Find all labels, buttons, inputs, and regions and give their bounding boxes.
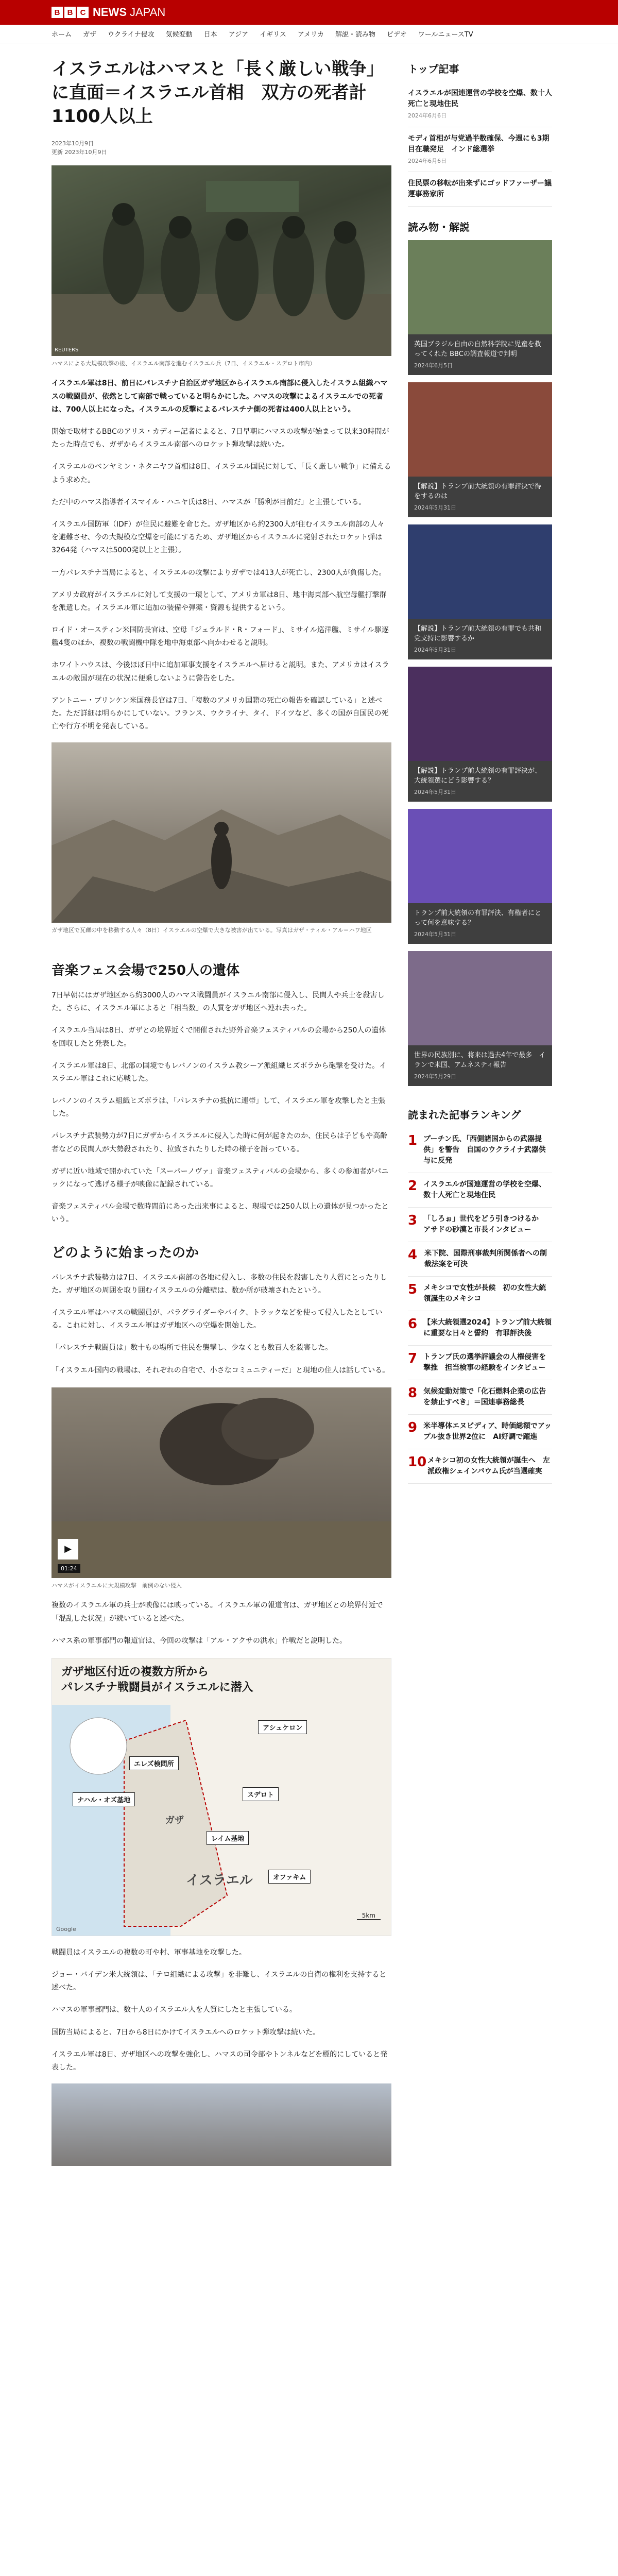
publish-date: 2023年10月9日 — [52, 140, 94, 147]
rank-title: 【米大統領選2024】トランプ前大統領に重要な日々と誓約 有罪評決後 — [423, 1318, 552, 1337]
ranking-item[interactable] — [408, 1415, 552, 1449]
paragraph: 7日早朝にはガザ地区から約3000人のハマス戦闘員がイスラエル南部に侵入し、民間人や兵士を殺害した。さらに、イスラエル軍によると「相当数」の人質をガザ地区へ連れ去った。 — [52, 991, 385, 1013]
top-story[interactable] — [408, 172, 552, 207]
ranking-item[interactable] — [408, 1449, 552, 1484]
play-icon[interactable]: ▶ — [58, 1539, 78, 1560]
paragraph: ガザに近い地域で開かれていた「スーパーノヴァ」音楽フェスティバルの会場から、多くの参加者がパニックになって逃げる様子が映像に記録されている。 — [52, 1167, 389, 1189]
photo-credit: REUTERS — [55, 347, 79, 353]
paragraph: アントニー・ブリンケン米国務長官は7日、「複数のアメリカ国籍の死亡の報告を確認している」と述べた。ただ詳細は明らかにしていない。フランス、ウクライナ、タイ、ドイツなど、多くの国が自国民の死亡や行方不明を発表している。 — [52, 696, 389, 731]
paragraph: イスラエル軍はハマスの戦闘員が、パラグライダーやバイク、トラックなどを使って侵入したとしている。これに対し、イスラエル軍はガザ地区への空爆を開始した。 — [52, 1308, 383, 1330]
rank-title: トランプ氏の選挙評議会の人権侵害を撃推 担当検事の経験をインタビュー — [423, 1353, 546, 1372]
article-meta — [52, 139, 391, 157]
paragraph: 一方パレスチナ当局によると、イスラエルの攻撃によりガザでは413人が死亡し、2300人が負傷した。 — [52, 568, 386, 577]
top-story[interactable] — [408, 82, 552, 127]
feature-card[interactable] — [408, 524, 552, 659]
video-player[interactable] — [52, 1387, 391, 1578]
rank-number: 6 — [408, 1316, 418, 1332]
map-scale: 5km — [357, 1912, 381, 1920]
map-label: アシュケロン — [258, 1720, 307, 1734]
card-date: 2024年5月31日 — [414, 788, 456, 795]
feature-card[interactable] — [408, 809, 552, 944]
soldiers-illustration — [52, 165, 391, 356]
gaza-map — [52, 1658, 391, 1936]
feature-card[interactable] — [408, 667, 552, 802]
ranking-item[interactable] — [408, 1311, 552, 1346]
nav-item[interactable]: ウクライナ侵攻 — [108, 31, 154, 39]
nav-item[interactable]: ガザ — [83, 31, 97, 39]
section-heading: 音楽フェス会場で250人の遺体 — [52, 962, 239, 978]
paragraph: パレスチナ武装勢力は7日、イスラエル南部の各地に侵入し、多数の住民を殺害したり人質にとったりした。ガザ地区の周囲を取り囲むイスラエルの分離壁は、数か所が破壊されたという。 — [52, 1273, 387, 1295]
top-story-title: 住民票の移転が出来ずにゴッドファーザー議運事務家所 — [408, 179, 552, 198]
paragraph: 「イスラエル国内の戦場は、それぞれの自宅で、小さなコミュニティーだ」と現地の住人は話している。 — [52, 1366, 390, 1375]
map-label: ナハル・オズ基地 — [73, 1792, 135, 1806]
nav-item[interactable]: イギリス — [260, 31, 286, 39]
rubble-photo — [52, 742, 391, 923]
logo-letter-b: B — [52, 7, 63, 18]
paragraph: レバノンのイスラム組織ヒズボラは、「パレスチナの抵抗に連帯」して、イスラエル軍を攻撃したと主張した。 — [52, 1097, 386, 1118]
card-date: 2024年5月31日 — [414, 930, 456, 938]
card-title: 【解説】トランプ前大統領の有罪でも共和党支持に影響するか — [414, 624, 542, 642]
lead-paragraph: イスラエル軍は8日、前日にパレスチナ自治区ガザ地区からイスラエル南部に侵入したイスラム組織ハマスの戦闘員が、依然として南部で戦っていると明らかにした。ハマスの攻撃によるイスラエルでの死者は、700人以上になった。イスラエルの反撃によるパレスチナ側の死者は400人以上という。 — [52, 379, 388, 414]
nav-item[interactable]: 気候変動 — [165, 31, 193, 39]
ranking-item[interactable] — [408, 1208, 552, 1242]
card-title: 【解説】トランプ前大統領の有罪評決で得をするのは — [414, 482, 542, 500]
logo-letter-b2: B — [64, 7, 76, 18]
rank-title: イスラエルが国連運営の学校を空爆、数十人死亡と現地住民 — [423, 1180, 546, 1199]
map-label-gaza: ガザ — [165, 1815, 184, 1826]
ranking-item[interactable] — [408, 1346, 552, 1380]
ranking-item[interactable] — [408, 1128, 552, 1173]
paragraph: イスラエル当局は8日、ガザとの境界近くで開催された野外音楽フェスティバルの会場から250人の遺体を回収したと発表した。 — [52, 1026, 386, 1048]
feature-card[interactable] — [408, 240, 552, 375]
top-story-date: 2024年6月6日 — [408, 157, 447, 164]
rank-title: 米半導体エヌビディア、時価総額でアップル抜き世界2位に AI好調で躍進 — [423, 1422, 552, 1441]
rank-title: 「しろぉ」世代をどう引きつけるか アサドの砂漠と市長インタビュー — [423, 1215, 546, 1234]
rank-title: メキシコ初の女性大統領が誕生へ 左派政権シェインバウム氏が当選確実 — [427, 1456, 550, 1476]
brand-news: NEWS — [93, 6, 127, 19]
paragraph: 開始で取材するBBCのアリス・カディー記者によると、7日早朝にハマスの攻撃が始まって以来30時間がたった時点でも、ガザからイスラエル南部へのロケット弾攻撃は続いた。 — [52, 428, 389, 449]
paragraph: ホワイトハウスは、今後ほぼ日中に追加軍事支援をイスラエルへ届けると説明。また、アメリカはイスラエルの敵国が現在の状況に便乗しないように警告をした。 — [52, 661, 389, 683]
nav-item[interactable]: アジア — [228, 31, 249, 39]
page-title: イスラエルはハマスと「長く厳しい戦争」に直面＝イスラエル首相 双方の死者計1100人以上 — [52, 59, 384, 127]
main-nav — [0, 25, 618, 43]
video-caption: ハマスがイスラエルに大規模攻撃 前例のない侵入 — [52, 1582, 182, 1589]
top-story-title: モディ首相が与党過半数確保、今週にも3期目在職発足 インド総選挙 — [408, 134, 550, 154]
sidebar — [408, 43, 552, 2166]
rank-number: 4 — [408, 1247, 418, 1263]
card-title: 英国ブラジル自由の自然科学院に児童を救ってくれた BBCの調査報道で判明 — [414, 340, 541, 358]
rank-number: 2 — [408, 1178, 418, 1194]
nav-item[interactable]: アメリカ — [297, 31, 324, 39]
ranking-item[interactable] — [408, 1380, 552, 1415]
article — [52, 43, 391, 2166]
paragraph: 「パレスチナ戦闘員は」数十もの場所で住民を襲撃し、少なくとも数百人を殺害した。 — [52, 1344, 333, 1352]
top-bar — [0, 0, 618, 25]
rank-title: 米下院、国際刑事裁判所関係者への制裁法案を可決 — [424, 1249, 547, 1268]
rank-number: 8 — [408, 1385, 418, 1401]
rank-number: 9 — [408, 1420, 418, 1435]
paragraph: ハマス系の軍事部門の報道官は、今回の攻撃は「アル・アクサの洪水」作戦だと説明した。 — [52, 1636, 347, 1645]
paragraph: 複数のイスラエル軍の兵士が映像には映っている。イスラエル軍の報道官は、ガザ地区との境界付近で「混乱した状況」が続いていると述べた。 — [52, 1601, 383, 1623]
rank-title: 気候変動対策で「化石燃料企業の広告を禁止すべき」＝国連事務総長 — [423, 1387, 546, 1406]
card-date: 2024年6月5日 — [414, 362, 453, 369]
paragraph: ハマスの軍事部門は、数十人のイスラエル人を人質にしたと主張している。 — [52, 2006, 297, 2014]
bottom-photo — [52, 2083, 391, 2166]
top-stories-title: トップ記事 — [408, 63, 459, 75]
ranking-item[interactable] — [408, 1277, 552, 1311]
photo-caption: ハマスによる大規模攻撃の後、イスラエル南部を進むイスラエル兵（7日、イスラエル・スデロト市内） — [52, 360, 316, 367]
nav-item[interactable]: ビデオ — [387, 31, 407, 39]
card-title: 世界の民族別に、将来は過去4年で最多 イランで米国、アムネスティ報告 — [414, 1051, 546, 1069]
rubble-illustration — [52, 742, 391, 923]
paragraph: 音楽フェスティバル会場で数時間前にあった出来事によると、現場では250人以上の遺体が見つかったという。 — [52, 1202, 389, 1224]
paragraph: アメリカ政府がイスラエルに対して支援の一環として、アメリカ軍は8日、地中海東部へ航空母艦打撃群を派遣した。イスラエル軍に追加の装備や弾薬・資源も提供するという。 — [52, 590, 387, 612]
rank-title: メキシコで女性が長候 初の女性大統領誕生のメキシコ — [423, 1284, 546, 1303]
map-label: スデロト — [243, 1787, 279, 1801]
updated-date: 更新 2023年10月9日 — [52, 149, 107, 156]
rank-number: 3 — [408, 1213, 418, 1228]
card-date: 2024年5月31日 — [414, 646, 456, 653]
paragraph: ただ中のハマス指導者イスマイル・ハニヤ氏は8日、ハマスが「勝利が目前だ」と主張している。 — [52, 498, 366, 506]
paragraph: ジョー・バイデン米大統領は、「テロ組織による攻撃」を非難し、イスラエルの自衛の権利を支持すると述べた。 — [52, 1971, 387, 1992]
rank-number: 1 — [408, 1133, 418, 1148]
paragraph: イスラエル国防軍（IDF）が住民に避難を命じた。ガザ地区から約2300人が住むイスラエル南部の人々を避難させ、今の大規模な空爆を可能にするため、ガザ地区からイスラエルに発射されたロケット弾は3264発（ハマスは5000発以上と主張）。 — [52, 520, 385, 555]
ranking-title: 読まれた記事ランキング — [408, 1109, 521, 1121]
photo-caption: ガザ地区で瓦礫の中を移動する人々（8日）イスラエルの空爆で大きな被害が出ている。写真はガザ・ティル・アル＝ハワ地区 — [52, 927, 372, 934]
card-date: 2024年5月29日 — [414, 1073, 456, 1080]
video-duration: 01:24 — [58, 1564, 80, 1573]
rank-number: 5 — [408, 1282, 418, 1297]
rank-number: 10 — [408, 1454, 427, 1470]
bbc-logo[interactable] — [52, 7, 89, 18]
nav-item[interactable]: ホーム — [52, 31, 72, 39]
logo-letter-c: C — [77, 7, 89, 18]
map-label-israel: イスラエル — [186, 1872, 253, 1888]
map-credit: Google — [56, 1925, 76, 1933]
ranking-item[interactable] — [408, 1242, 552, 1277]
paragraph: パレスチナ武装勢力が7日にガザからイスラエルに侵入した時に何が起きたのか、住民らは子どもや高齢者などの民間人が大勢殺されたり、拉致されたりした時の様子を語っている。 — [52, 1132, 388, 1154]
map-label: オファキム — [268, 1870, 311, 1884]
features-title: 読み物・解説 — [408, 221, 470, 233]
paragraph: ロイド・オースティン米国防長官は、空母「ジェラルド・R・フォード」、ミサイル巡洋艦、ミサイル駆逐艦4隻のほか、複数の戦闘機中隊を地中海東部へ向かわせると説明。 — [52, 626, 389, 648]
feature-card[interactable] — [408, 951, 552, 1086]
top-story[interactable] — [408, 127, 552, 173]
feature-card[interactable] — [408, 382, 552, 517]
soldiers-photo — [52, 165, 391, 356]
nav-item[interactable]: 解説・読み物 — [335, 31, 376, 39]
nav-item[interactable]: 日本 — [203, 31, 217, 39]
paragraph: 国防当局によると、7日から8日にかけてイスラエルへのロケット弾攻撃は続いた。 — [52, 2028, 320, 2037]
top-story-date: 2024年6月6日 — [408, 112, 447, 119]
rank-title: プーチン氏、「西側諸国からの武器提供」を警告 自国のウクライナ武器供与に反発 — [423, 1135, 546, 1165]
paragraph: イスラエルのベンヤミン・ネタニヤフ首相は8日、イスラエル国民に対して、「長く厳しい戦争」に備えるよう求めた。 — [52, 463, 391, 484]
nav-item[interactable]: ワールニュースTV — [418, 31, 473, 39]
paragraph: イスラエル軍は8日、ガザ地区への攻撃を強化し、ハマスの司令部やトンネルなどを標的にしていると発表した。 — [52, 2050, 388, 2072]
ranking-item[interactable] — [408, 1173, 552, 1208]
map-label: エレズ検問所 — [129, 1756, 179, 1770]
smoke-illustration — [52, 1387, 391, 1578]
card-date: 2024年5月31日 — [414, 504, 456, 511]
rank-number: 7 — [408, 1351, 418, 1366]
card-title: トランプ前大統領の有罪評決、有権者にとって何を意味する？ — [414, 909, 542, 927]
top-story-title: イスラエルが国連運営の学校を空爆、数十人死亡と現地住民 — [408, 89, 552, 108]
map-label: レイム基地 — [207, 1831, 249, 1845]
card-title: 【解説】トランプ前大統領の有罪評決が、大統領選にどう影響する？ — [414, 767, 542, 785]
paragraph: イスラエル軍は8日、北部の国境でもレバノンのイスラム教シーア派組織ヒズボラから砲撃を受けた。イスラエル軍はこれに応戦した。 — [52, 1061, 387, 1083]
brand-japan: JAPAN — [130, 6, 166, 19]
map-title: ガザ地区付近の複数方所から パレスチナ戦闘員がイスラエルに潜入 — [61, 1665, 253, 1694]
paragraph: 戦闘員はイスラエルの複数の町や村、軍事基地を攻撃した。 — [52, 1948, 246, 1957]
section-heading: どのように始まったのか — [52, 1245, 199, 1261]
